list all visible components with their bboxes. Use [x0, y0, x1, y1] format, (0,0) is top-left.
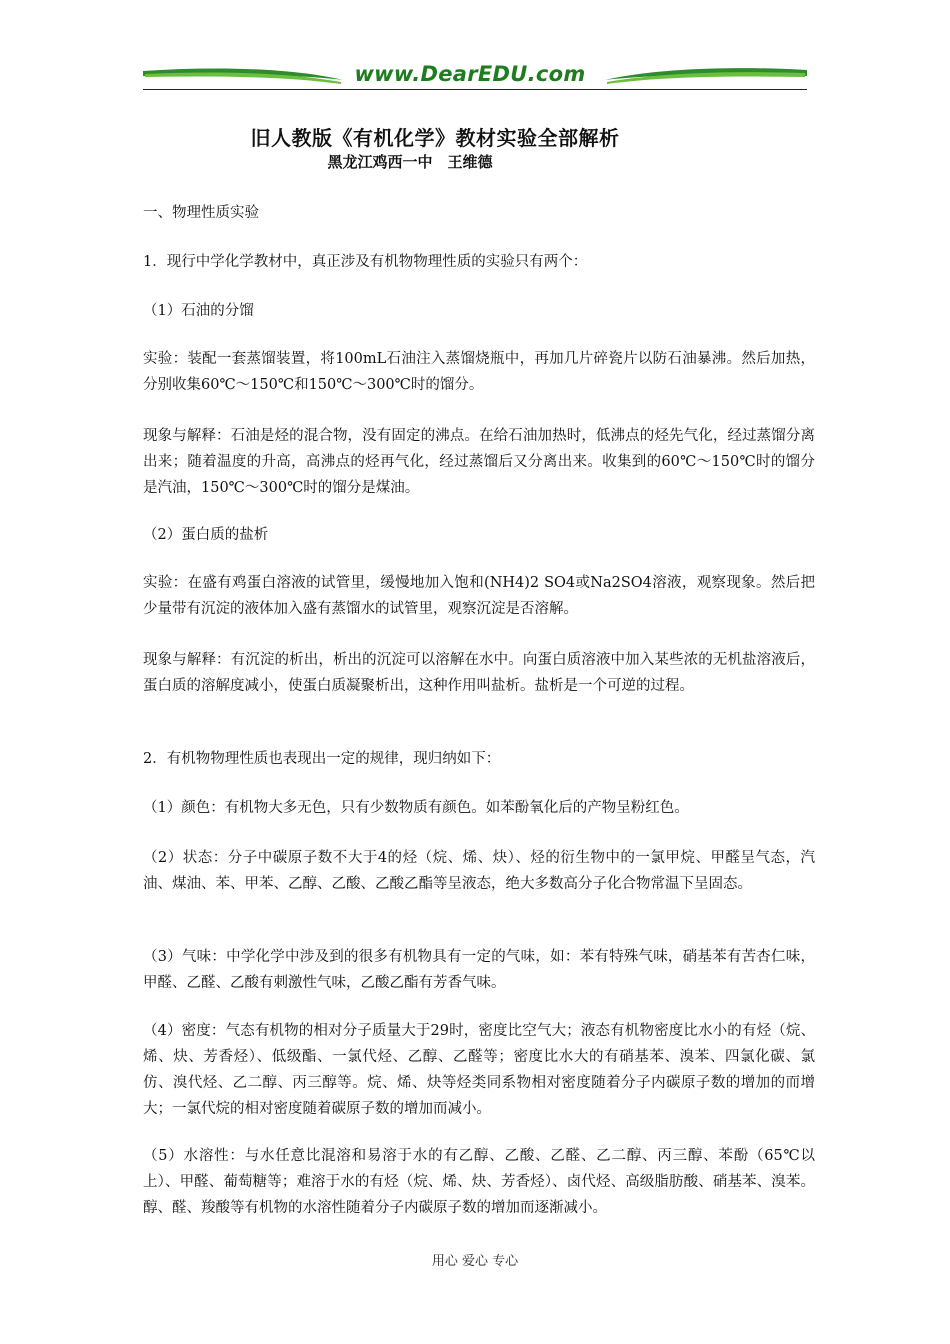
subheading: （1）石油的分馏 — [143, 303, 254, 319]
paragraph: （5）水溶性：与水任意比混溶和易溶于水的有乙醇、乙酸、乙醛、乙二醇、丙三醇、苯酚（65℃以上）、甲醛、葡萄糖等；难溶于水的有烃（烷、烯、炔、芳香烃）、卤代烃、高级脂肪酸、硝基苯、溴苯。醇、醛、羧酸等有机物的水溶性随着分子内碳原子数的增加而逐渐减小。 — [143, 1148, 815, 1216]
section-heading: 2．有机物物理性质也表现出一定的规律，现归纳如下： — [143, 751, 501, 767]
paragraph: （3）气味：中学化学中涉及到的很多有机物具有一定的气味，如：苯有特殊气味，硝基苯有苦杏仁味，甲醛、乙醛、乙酸有刺激性气味，乙酸乙酯有芳香气味。 — [143, 949, 815, 991]
paragraph: 现象与解释：石油是烃的混合物，没有固定的沸点。在给石油加热时，低沸点的烃先气化，经过蒸馏分离出来；随着温度的升高，高沸点的烃再气化，经过蒸馏后又分离出来。收集到的60℃～150℃时的馏分是汽油，150℃～300℃时的馏分是煤油。 — [143, 428, 815, 496]
section-heading: 一、物理性质实验 — [143, 205, 259, 221]
header-rule — [143, 89, 807, 90]
document-title: 旧人教版《有机化学》教材实验全部解析 — [250, 126, 620, 150]
paragraph: 1．现行中学化学教材中，真正涉及有机物物理性质的实验只有两个： — [143, 254, 588, 270]
paragraph: 现象与解释：有沉淀的析出，析出的沉淀可以溶解在水中。向蛋白质溶液中加入某些浓的无机盐溶液后，蛋白质的溶解度减小，使蛋白质凝聚析出，这种作用叫盐析。盐析是一个可逆的过程。 — [143, 652, 815, 694]
site-logo-text: www.DearEDU.com — [354, 62, 586, 86]
paragraph: （2）状态：分子中碳原子数不大于4的烃（烷、烯、炔）、烃的衍生物中的一氯甲烷、甲醛呈气态，汽油、煤油、苯、甲苯、乙醇、乙酸、乙酸乙酯等呈液态，绝大多数高分子化合物常温下呈固态。 — [143, 850, 815, 892]
subheading: （2）蛋白质的盐析 — [143, 527, 269, 543]
paragraph: （1）颜色：有机物大多无色，只有少数物质有颜色。如苯酚氧化后的产物呈粉红色。 — [143, 800, 689, 816]
paragraph: 实验：装配一套蒸馏装置，将100mL石油注入蒸馏烧瓶中，再加几片碎瓷片以防石油暴沸。然后加热，分别收集60℃～150℃和150℃～300℃时的馏分。 — [143, 351, 815, 393]
paragraph: 实验：在盛有鸡蛋白溶液的试管里，缓慢地加入饱和(NH4)2 SO4或Na2SO4溶液，观察现象。然后把少量带有沉淀的液体加入盛有蒸馏水的试管里，观察沉淀是否溶解。 — [143, 575, 815, 617]
site-header — [143, 62, 807, 92]
page-footer: 用心 爱心 专心 — [431, 1254, 519, 1269]
paragraph: （4）密度：气态有机物的相对分子质量大于29时，密度比空气大；液态有机物密度比水小的有烃（烷、烯、炔、芳香烃）、低级酯、一氯代烃、乙醇、乙醛等；密度比水大的有硝基苯、溴苯、四氯化碳、氯仿、溴代烃、乙二醇、丙三醇等。烷、烯、炔等烃类同系物相对密度随着分子内碳原子数的增加的而增大；一氯代烷的相对密度随着碳原子数的增加而减小。 — [143, 1023, 815, 1117]
document-author: 黑龙江鸡西一中 王维德 — [327, 153, 493, 171]
